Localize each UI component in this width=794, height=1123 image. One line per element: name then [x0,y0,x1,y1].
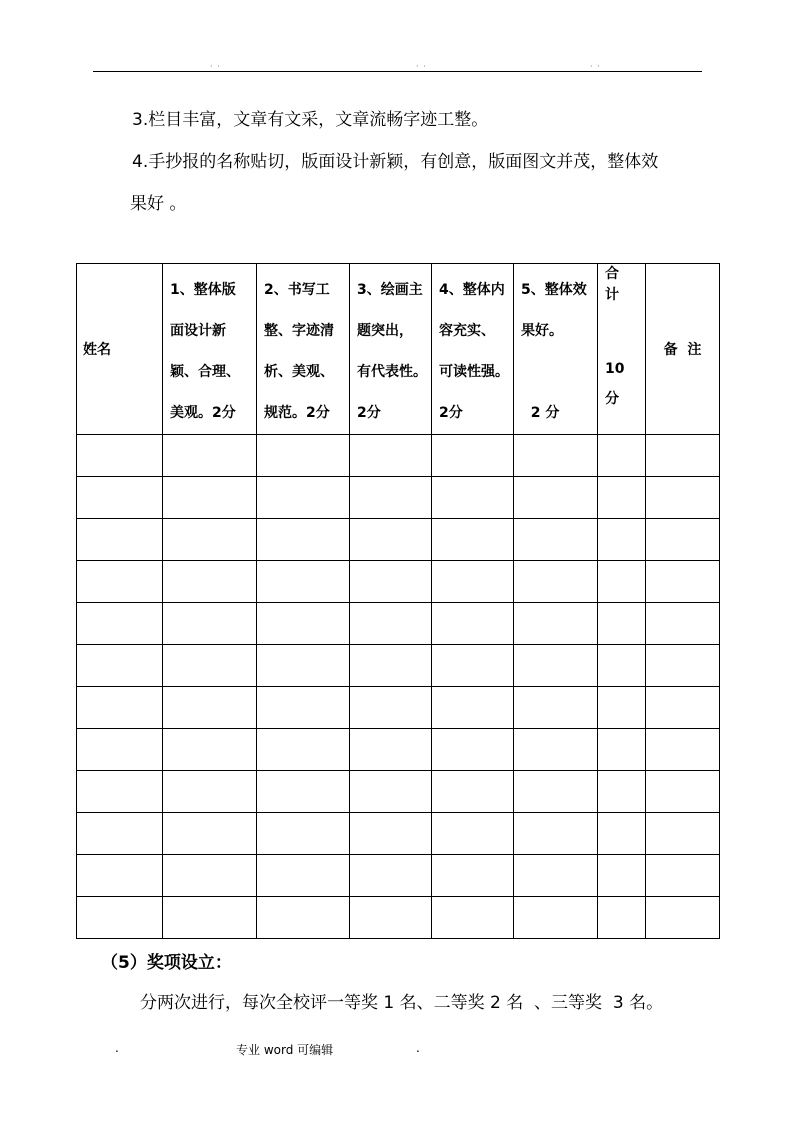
table-cell [514,477,598,519]
table-cell [77,435,163,477]
table-cell [257,771,350,813]
table-cell [646,897,720,939]
criterion-line: 题突出， [357,323,413,339]
header-criterion-4 [432,264,514,435]
table-cell [646,435,720,477]
table-cell [514,561,598,603]
table-cell [646,561,720,603]
table-cell [646,687,720,729]
criterion-line: 3、绘画主 [357,282,423,298]
table-cell [514,729,598,771]
table-cell [77,897,163,939]
total-line: 合 [605,266,619,282]
table-row [77,729,720,771]
criterion-line: 2分 [439,405,463,421]
table-row [77,813,720,855]
criterion-line [521,352,593,393]
table-cell [350,687,432,729]
table-cell [163,813,257,855]
criterion-line: 颖、合理、 [170,364,240,380]
table-cell [257,603,350,645]
table-cell [598,645,646,687]
table-cell [77,519,163,561]
table-cell [598,603,646,645]
header-rule [93,71,702,72]
table-row [77,435,720,477]
table-cell [432,477,514,519]
total-line: 10 [605,361,625,377]
criterion-line: 2 分 [521,405,560,421]
table-cell [163,561,257,603]
table-cell [432,519,514,561]
table-cell [646,519,720,561]
table-cell [598,897,646,939]
header-dot: · · [210,62,221,71]
table-cell [257,477,350,519]
criterion-line: 美观。2分 [170,405,236,421]
total-line: 分 [605,391,619,407]
table-cell [350,813,432,855]
table-cell [598,771,646,813]
section-5-body: 分两次进行，每次全校评一等奖 1 名、二等奖 2 名 、三等奖 3 名。 [140,993,664,1013]
table-cell [163,603,257,645]
criterion-line: 面设计新 [170,323,226,339]
table-cell [514,855,598,897]
table-cell [432,435,514,477]
table-cell [163,897,257,939]
criterion-line: 可读性强。 [439,364,509,380]
table-cell [77,645,163,687]
table-cell [646,603,720,645]
table-cell [432,855,514,897]
table-cell [77,813,163,855]
header-criterion-3 [350,264,432,435]
table-row [77,561,720,603]
table-cell [350,897,432,939]
score-table [76,263,720,939]
table-cell [598,855,646,897]
table-cell [598,477,646,519]
table-cell [598,519,646,561]
criterion-line: 果好。 [521,323,563,339]
table-cell [514,687,598,729]
criterion-line: 容充实、 [439,323,495,339]
table-cell [77,687,163,729]
table-cell [257,435,350,477]
table-cell [646,477,720,519]
criterion-line: 5、整体效 [521,282,587,298]
criterion-4-text-line2: 果好 。 [130,194,187,214]
table-cell [432,771,514,813]
criterion-line: 2分 [357,405,381,421]
table-cell [598,435,646,477]
footer-text: 专业 word 可编辑 [236,1043,334,1057]
table-cell [77,771,163,813]
header-note [646,264,720,435]
criterion-3-text: 3.栏目丰富，文章有文采，文章流畅字迹工整。 [132,110,489,130]
table-cell [514,897,598,939]
table-cell [163,729,257,771]
table-cell [257,645,350,687]
criterion-line: 整、字迹清 [264,323,334,339]
table-cell [257,561,350,603]
table-cell [432,603,514,645]
table-cell [163,687,257,729]
table-cell [77,729,163,771]
table-cell [163,771,257,813]
section-5-title: （5）奖项设立： [101,953,232,973]
table-cell [77,855,163,897]
table-cell [514,813,598,855]
header-criterion-2 [257,264,350,435]
header-criterion-5 [514,264,598,435]
table-cell [163,645,257,687]
header-dot: · · [416,62,427,71]
table-cell [350,477,432,519]
table-cell [432,729,514,771]
table-cell [77,561,163,603]
note-label: 备 注 [663,342,702,358]
criterion-line: 2、书写工 [264,282,330,298]
table-row [77,603,720,645]
criterion-line: 4、整体内 [439,282,505,298]
header-total [598,264,646,435]
table-cell [514,645,598,687]
table-cell [514,771,598,813]
table-cell [350,561,432,603]
table-cell [598,813,646,855]
table-cell [598,687,646,729]
total-line: 计 [605,287,619,303]
table-row [77,771,720,813]
table-cell [350,603,432,645]
criterion-line: 1、整体版 [170,282,236,298]
table-cell [257,729,350,771]
table-cell [646,855,720,897]
table-cell [163,477,257,519]
table-cell [257,813,350,855]
table-cell [598,561,646,603]
table-cell [163,855,257,897]
criterion-line: 规范。2分 [264,405,330,421]
table-cell [350,435,432,477]
table-cell [432,897,514,939]
table-cell [257,897,350,939]
table-cell [257,855,350,897]
table-cell [646,771,720,813]
criterion-line: 有代表性。 [357,364,427,380]
table-cell [598,729,646,771]
header-dot: · · [590,62,601,71]
table-cell [514,435,598,477]
table-cell [350,645,432,687]
table-cell [432,813,514,855]
table-cell [257,519,350,561]
table-cell [77,477,163,519]
table-cell [646,729,720,771]
header-criterion-1 [163,264,257,435]
table-cell [646,645,720,687]
table-header-row [77,264,720,435]
header-name: 姓名 [77,264,163,435]
table-cell [432,687,514,729]
table-cell [77,603,163,645]
footer-dot-right: . [416,1041,420,1055]
table-cell [432,645,514,687]
table-row [77,855,720,897]
footer-dot-left: . [115,1041,119,1055]
criterion-4-text-line1: 4.手抄报的名称贴切，版面设计新颖，有创意，版面图文并茂，整体效 [132,152,659,172]
table-row [77,687,720,729]
table-cell [514,519,598,561]
table-row [77,897,720,939]
table-row [77,519,720,561]
table-cell [350,771,432,813]
criterion-line: 析、美观、 [264,364,334,380]
table-row [77,645,720,687]
table-cell [163,435,257,477]
table-cell [350,729,432,771]
table-cell [350,855,432,897]
table-cell [432,561,514,603]
table-cell [163,519,257,561]
table-cell [514,603,598,645]
table-cell [350,519,432,561]
table-row [77,477,720,519]
table-cell [257,687,350,729]
table-cell [646,813,720,855]
